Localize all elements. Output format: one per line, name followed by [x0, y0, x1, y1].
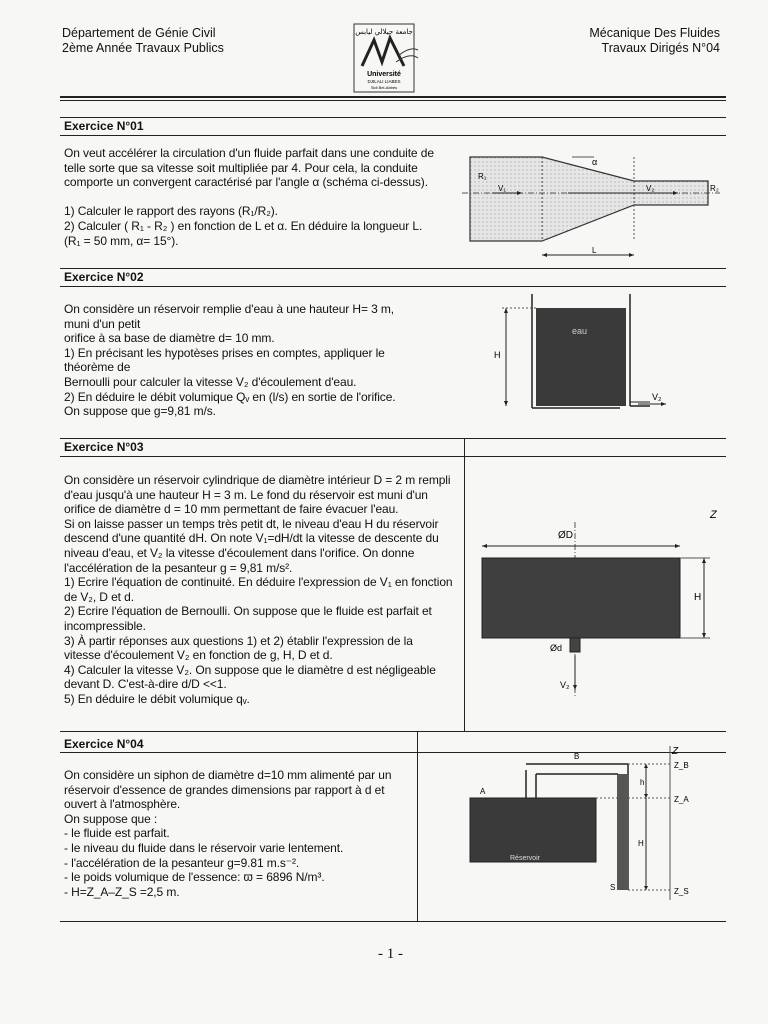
- ex1-R2-label: R₂: [710, 184, 719, 193]
- header-rule-2: [60, 100, 726, 101]
- ex1-V1-label: V₁: [498, 184, 507, 193]
- ex1-title: Exercice N°01: [64, 119, 144, 133]
- header-left: [62, 26, 224, 56]
- year: 2ème Année Travaux Publics: [62, 41, 224, 55]
- ex4-H-label: H: [638, 839, 644, 848]
- ex4-ZB-label: Z_B: [674, 761, 689, 770]
- ex4-text: On considère un siphon de diamètre d=10 mm alimenté par un réservoir d'essence de grandes dimensions par rapport à d et ouvert à l'atmosphère. On suppose que : - le fluide est parfait. - le niveau du fluide dans le réservoir varie lentement. - l'accélération de la pesanteur g=9.81 m.s⁻². - le poids volumique de l'essence: ϖ = 6896 N/m³. - H=Z_A–Z_S =2,5 m.: [64, 768, 392, 899]
- bottom-rule: [60, 921, 726, 922]
- td-number: Travaux Dirigés N°04: [601, 41, 720, 55]
- ex3-D-label: ØD: [558, 530, 573, 541]
- ex3-H-label: H: [694, 592, 702, 603]
- ex1-text: On veut accélérer la circulation d'un fluide parfait dans une conduite de telle sorte que sa vitesse soit multipliée par 4. Pour cela, la conduite comporte un convergent caractérisé par l'angle α (schéma ci-dessus). 1) Calculer le rapport des rayons (R₁/R₂). 2) Calculer ( R₁ - R₂ ) en fonction de L et α. En déduire la longueur L. (R₁ = 50 mm, α= 15°).: [64, 146, 434, 248]
- ex1-title-rule: [60, 135, 726, 136]
- ex2-H-label: H: [494, 350, 501, 360]
- header-rule: [60, 96, 726, 98]
- course-title: Mécanique Des Fluides: [589, 26, 720, 40]
- ex1-alpha-label: α: [592, 157, 598, 167]
- ex2-reservoir-diagram: [480, 290, 680, 420]
- ex4-Z-label: Z: [672, 746, 679, 757]
- ex4-h-label: h: [640, 778, 645, 787]
- ex4-S-label: S: [610, 883, 616, 892]
- ex2-title: Exercice N°02: [64, 270, 144, 284]
- ex1-L-label: L: [592, 246, 597, 255]
- ex1-convergent-diagram: [458, 145, 728, 263]
- department: Département de Génie Civil: [62, 26, 216, 40]
- ex4-divider: [417, 731, 418, 921]
- ex4-A-label: A: [480, 787, 486, 796]
- ex4-siphon-diagram: [450, 740, 726, 910]
- logo-city: Sidi Bel-Abbès: [370, 85, 398, 90]
- ex2-title-rule: [60, 286, 726, 287]
- page-number: - 1 -: [378, 946, 403, 962]
- logo-sub: DJILALI LIABES: [367, 79, 401, 84]
- ex4-title: Exercice N°04: [64, 737, 144, 751]
- ex3-text: On considère un réservoir cylindrique de diamètre intérieur D = 2 m rempli d'eau jusqu'à une hauteur H = 3 m. Le fond du réservoir est muni d'un orifice de diamètre d = 10 mm permettant de faire évacuer l'eau. Si on laisse passer un temps très petit dt, le niveau d'eau H du réservoir descend d'une quantité dH. On note V₁=dH/dt la vitesse de descente du niveau d'eau, et V₂ la vitesse d'écoulement dans l'orifice. On donne l'accélération de la pesanteur g = 9,81 m/s². 1) Ecrire l'équation de continuité. En déduire l'expression de V₁ en fonction de V₂, D et d. 2) Ecrire l'équation de Bernoulli. On suppose que le fluide est parfait et incompressible. 3) À partir réponses aux questions 1) et 2) établir l'expression de la vitesse d'écoulement V₂ en fonction de g, H, D et d. 4) Calculer la vitesse V₂. On suppose que le diamètre d est négligeable devant D. C'est-à-dire d/D <<1. 5) En déduire le débit volumique qᵥ.: [64, 473, 453, 706]
- ex3-V2-label: V₂: [560, 680, 570, 690]
- ex3-cylinder-diagram: [470, 500, 726, 705]
- ex1-R1-label: R₁: [478, 172, 487, 181]
- ex4-ZS-label: Z_S: [674, 887, 689, 896]
- ex2-top-rule: [60, 268, 726, 269]
- ex3-title: Exercice N°03: [64, 440, 144, 454]
- ex3-Z-label: Z: [710, 509, 717, 521]
- ex3-title-rule: [60, 456, 726, 457]
- logo-arabic: جامعة جيلالي ليابس: [355, 28, 413, 36]
- ex3-d-label: Ød: [550, 643, 563, 653]
- ex2-fluid-label: eau: [572, 326, 588, 336]
- ex1-V2-label: V₂: [646, 184, 655, 193]
- ex3-divider: [464, 438, 465, 731]
- ex2-V2-label: V₂: [652, 392, 662, 402]
- header-right: [589, 26, 720, 56]
- ex4-reservoir-label: Réservoir: [510, 855, 540, 862]
- ex4-ZA-label: Z_A: [674, 795, 689, 804]
- university-logo: [348, 22, 420, 94]
- ex2-text: On considère un réservoir remplie d'eau à une hauteur H= 3 m, muni d'un petit orifice à sa base de diamètre d= 10 mm. 1) En précisant les hypotèses prises en comptes, appliquer le théorème de Bernoulli pour calculer la vitesse V₂ d'écoulement d'eau. 2) En déduire le débit volumique Qᵥ en (l/s) en sortie de l'orifice. On suppose que g=9,81 m/s.: [64, 302, 396, 419]
- ex3-top-rule: [60, 438, 726, 439]
- logo-name: Université: [367, 71, 401, 78]
- ex4-B-label: B: [574, 752, 580, 761]
- ex4-top-rule: [60, 731, 726, 732]
- ex1-top-rule: [60, 117, 726, 118]
